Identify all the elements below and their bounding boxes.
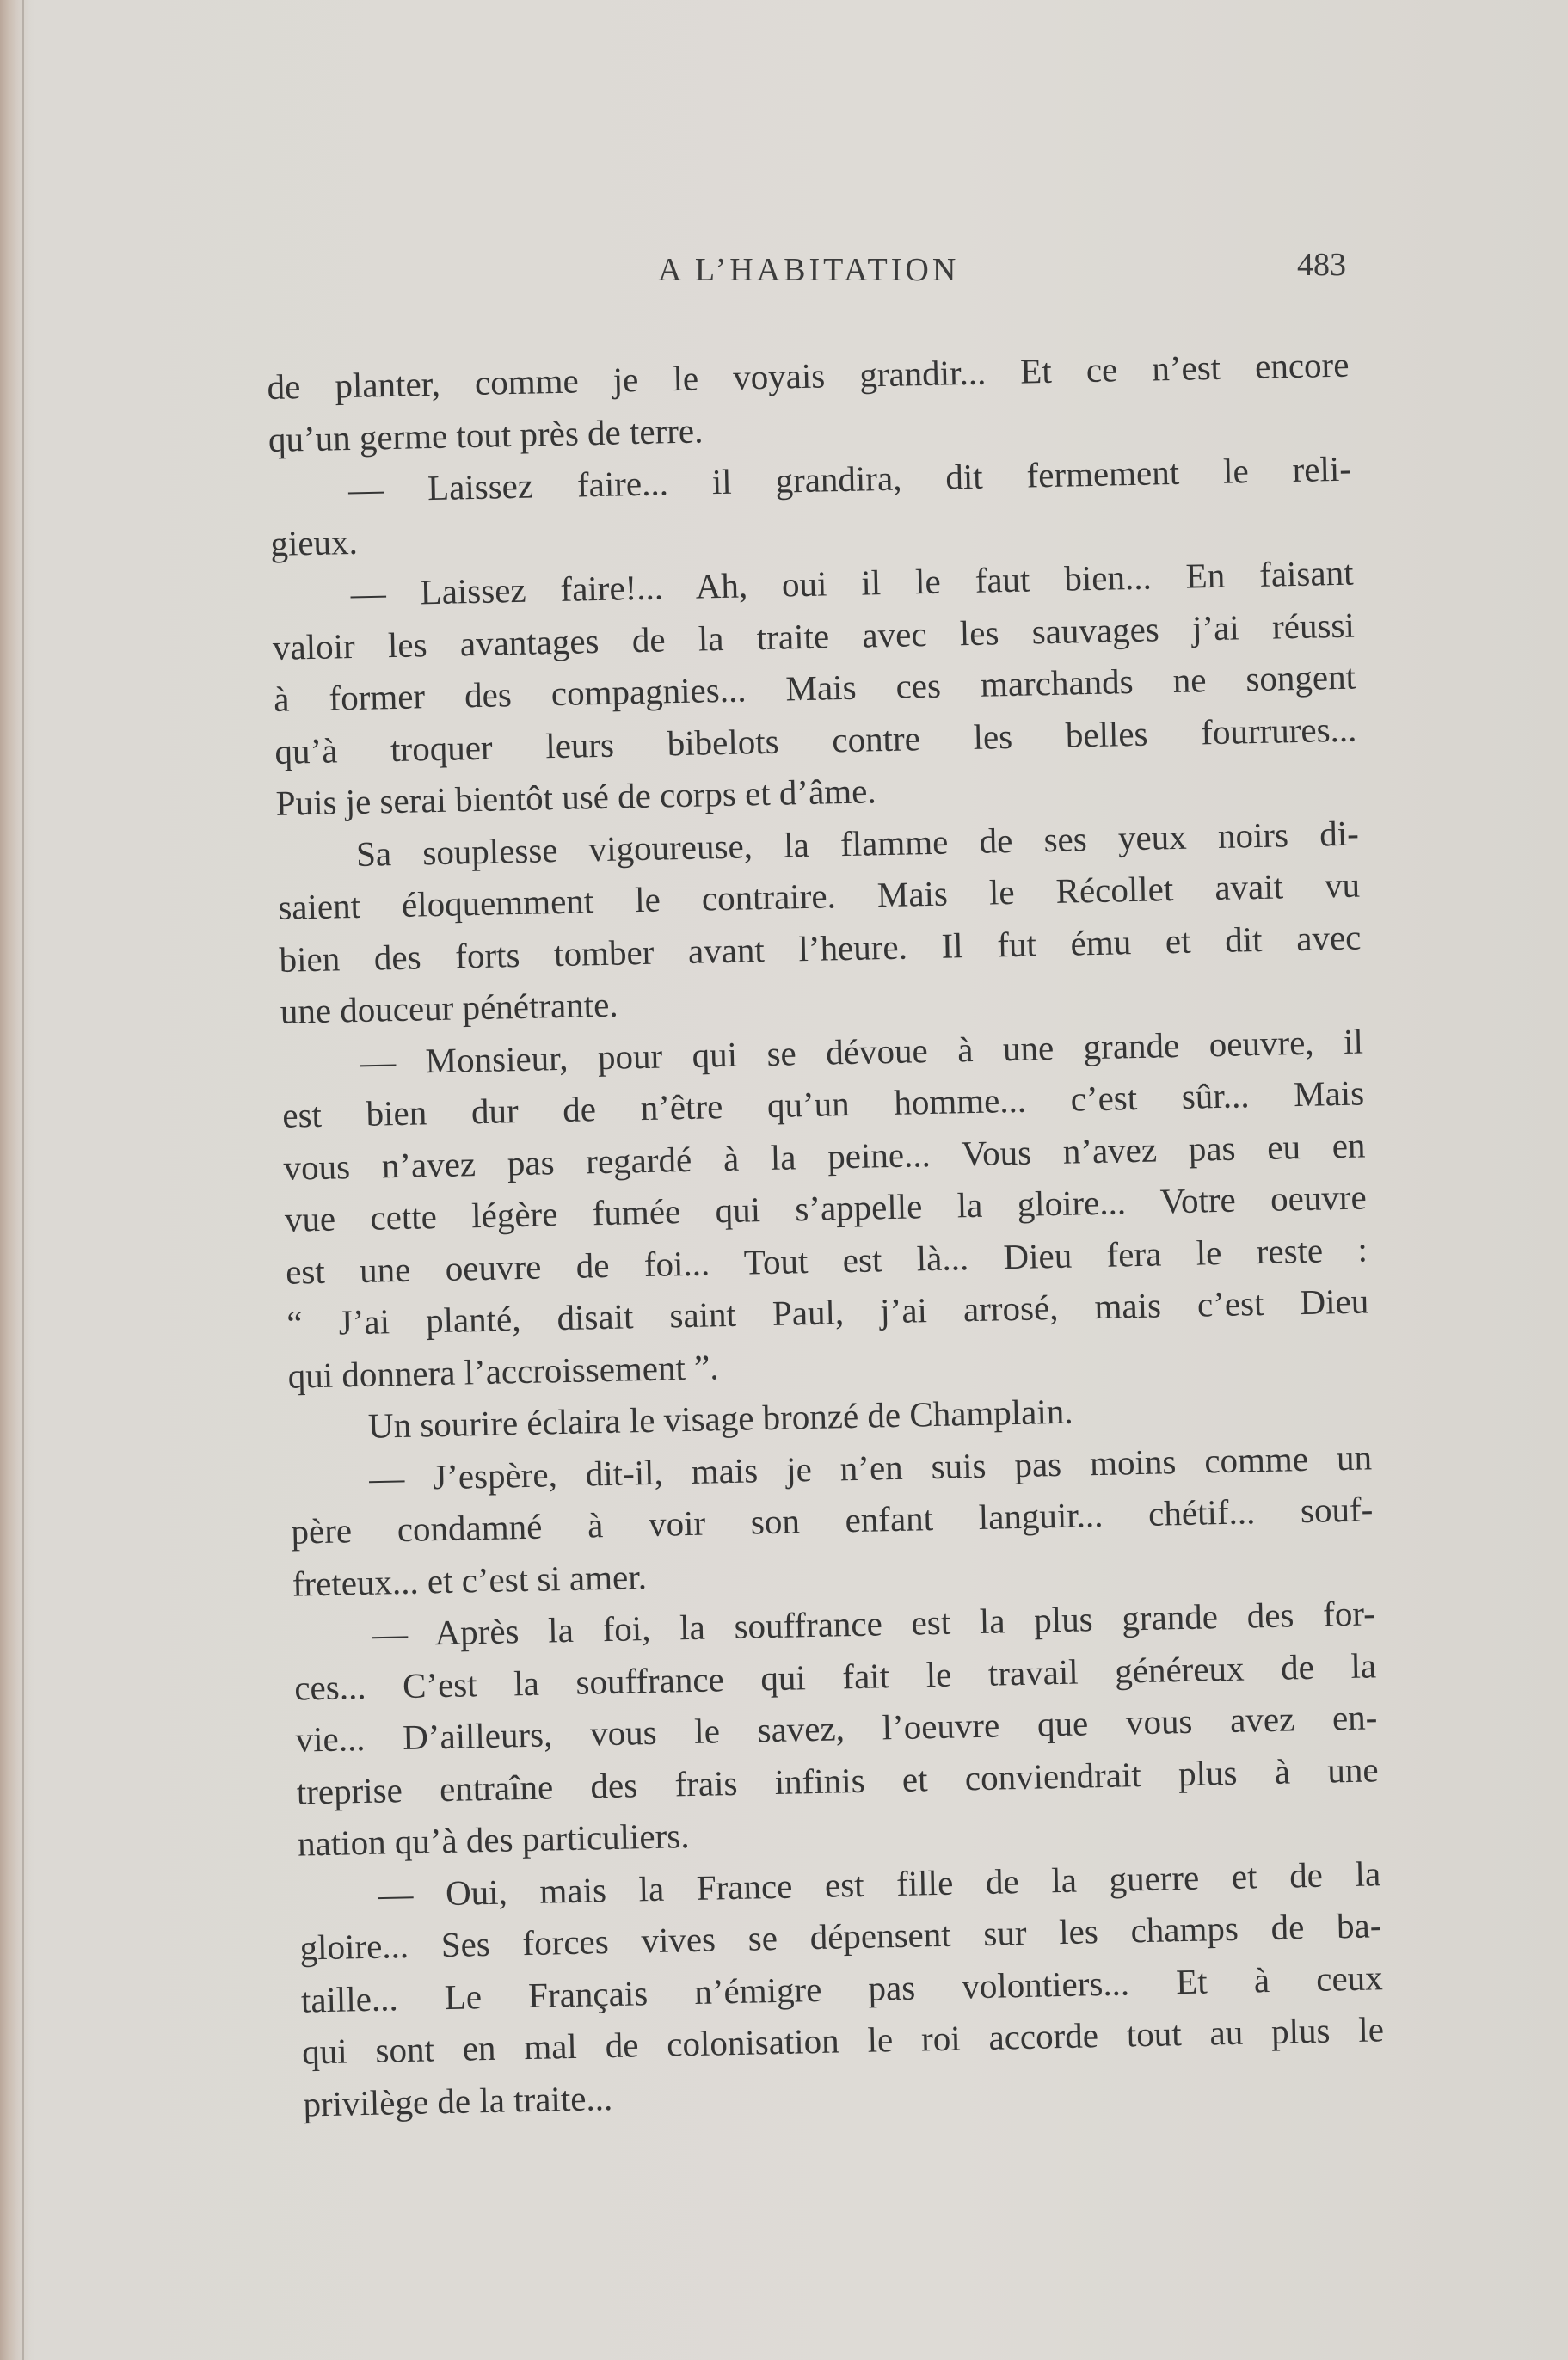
text-line: de planter, comme je le voyais grandir... Et ce n’est encore	[267, 344, 1350, 407]
text-line: à former des compagnies... Mais ces marchands ne songent	[273, 656, 1356, 719]
text-line: gieux.	[269, 521, 359, 563]
text-line: vous n’avez pas regardé à la peine... Vous n’avez pas eu en	[283, 1124, 1366, 1188]
text-line: privilège de la traite...	[302, 2077, 613, 2124]
text-line: valoir les avantages de la traite avec les sauvages j’ai réussi	[272, 605, 1356, 667]
text-line: Un sourire éclaira le visage bronzé de Champlain.	[367, 1391, 1073, 1446]
text-line: père condamné à voir son enfant languir... chétif... souf-	[291, 1489, 1374, 1552]
text-line: — Monsieur, pour qui se dévoue à une grande oeuvre, il	[360, 1020, 1364, 1082]
text-line: Sa souplesse vigoureuse, la flamme de ses yeux noirs di-	[355, 813, 1360, 874]
text-line: “ J’ai planté, disait saint Paul, j’ai arrosé, mais c’est Dieu	[286, 1281, 1369, 1343]
text-line: treprise entraîne des frais infinis et conviendrait plus à une	[296, 1748, 1380, 1812]
text-line: qu’un germe tout près de terre.	[267, 409, 704, 459]
running-title: A L’HABITATION	[658, 252, 960, 288]
text-line: nation qu’à des particuliers.	[297, 1816, 690, 1864]
text-line: qu’à troquer leurs bibelots contre les belles fourrures...	[274, 709, 1357, 771]
text-line: Puis je serai bientôt usé de corps et d’âme.	[275, 771, 877, 823]
text-line: — Laissez faire!... Ah, oui il le faut bien... En faisant	[350, 552, 1354, 614]
text-line: saient éloquemment le contraire. Mais le Récollet avait vu	[277, 864, 1361, 927]
running-head	[0, 247, 1568, 303]
text-line: est une oeuvre de foi... Tout est là... Dieu fera le reste :	[285, 1228, 1368, 1292]
page-binding-line	[22, 0, 24, 2360]
text-line: — J’espère, dit-il, mais je n’en suis pas moins comme un	[368, 1436, 1373, 1498]
text-line: une douceur pénétrante.	[280, 984, 618, 1031]
text-line: est bien dur de n’être qu’un homme... c’est sûr... Mais	[281, 1072, 1365, 1135]
page-number: 483	[1297, 247, 1346, 283]
text-line: freteux... et c’est si amer.	[292, 1556, 648, 1604]
text-line: — Oui, mais la France est fille de la guerre et de la	[377, 1853, 1381, 1914]
text-line: — Après la foi, la souffrance est la plus grande des for-	[372, 1593, 1376, 1654]
text-line: gloire... Ses forces vives se dépensent sur les champs de ba-	[299, 1905, 1382, 1968]
text-line: ces... C’est la souffrance qui fait le travail généreux de la	[293, 1644, 1377, 1708]
text-line: bien des forts tomber avant l’heure. Il fut ému et dit avec	[279, 917, 1362, 980]
text-line: qui sont en mal de colonisation le roi accorde tout au plus le	[301, 2009, 1385, 2072]
text-line: vue cette légère fumée qui s’appelle la gloire... Votre oeuvre	[284, 1177, 1368, 1239]
text-line: vie... D’ailleurs, vous le savez, l’oeuvre que vous avez en-	[295, 1697, 1378, 1760]
page-binding-edge	[0, 0, 29, 2360]
text-line: — Laissez faire... il grandira, dit fermement le reli-	[347, 448, 1352, 510]
body-text	[267, 339, 1386, 2130]
text-line: taille... Le Français n’émigre pas volontiers... Et à ceux	[300, 1957, 1384, 2020]
text-line: qui donnera l’accroissement ”.	[287, 1346, 719, 1396]
